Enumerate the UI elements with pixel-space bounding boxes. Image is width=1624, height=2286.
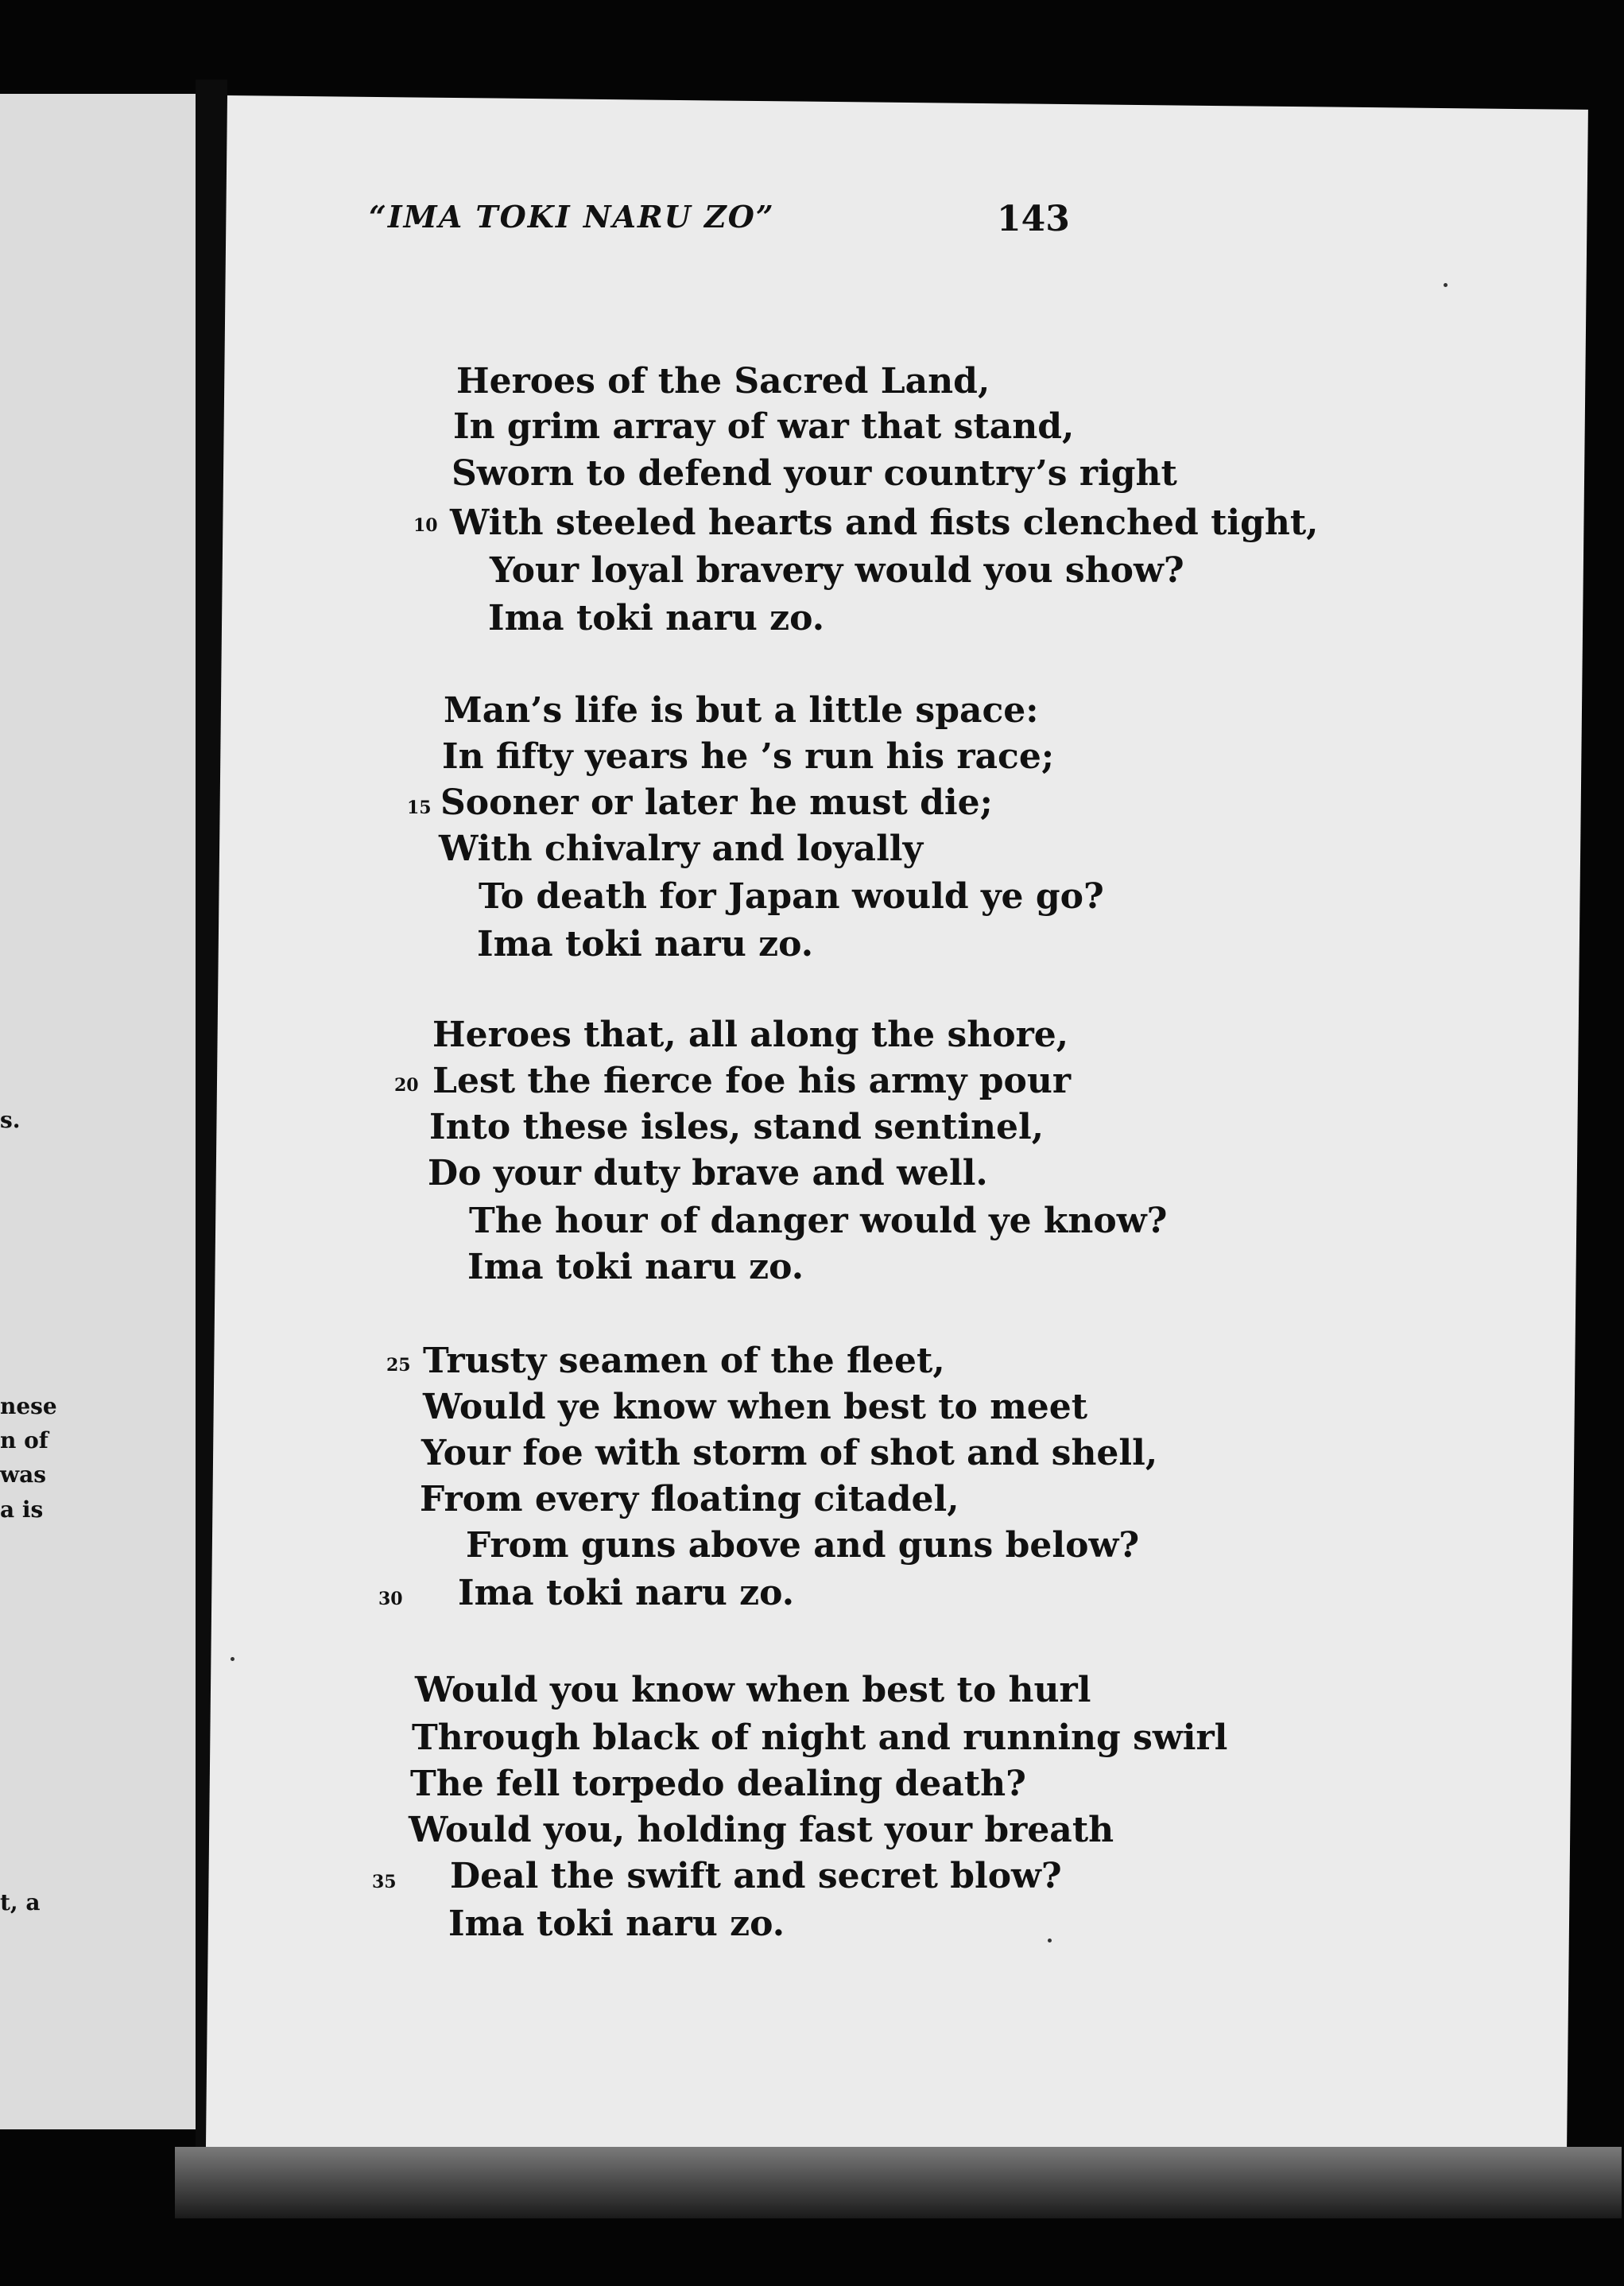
poem-line: Ima toki naru zo. (477, 924, 814, 964)
poem-line: To death for Japan would ye go? (479, 876, 1104, 917)
line-number: 15 (407, 798, 432, 818)
running-title: “IMA TOKI NARU ZO” (369, 199, 775, 235)
poem-line: The hour of danger would ye know? (469, 1201, 1168, 1241)
poem-line: The fell torpedo dealing death? (410, 1764, 1026, 1804)
poem-line: Ima toki naru zo. (458, 1573, 795, 1613)
poem-line: From every floating citadel, (420, 1479, 959, 1519)
paper-speck (1444, 283, 1448, 287)
line-number: 35 (372, 1872, 397, 1892)
line-number: 25 (386, 1355, 411, 1376)
poem-line: Ima toki naru zo. (467, 1247, 804, 1287)
poem-line: Would you, holding fast your breath (409, 1810, 1114, 1850)
poem-line: In fifty years he ’s run his race; (442, 736, 1055, 777)
poem-line: Would ye know when best to meet (423, 1387, 1088, 1427)
poem-line: Do your duty brave and well. (428, 1153, 988, 1193)
left-page-fragment: t, a (0, 1889, 41, 1915)
line-number: 10 (413, 515, 438, 536)
paper-speck (231, 1657, 234, 1661)
poem-line: Trusty seamen of the fleet, (423, 1341, 945, 1381)
left-page-edge (0, 94, 197, 2129)
page-number: 143 (997, 199, 1070, 239)
poem-line: Deal the swift and secret blow? (450, 1856, 1062, 1896)
poem-line: Sooner or later he must die; (440, 782, 993, 823)
poem-line: With chivalry and loyally (439, 829, 924, 869)
poem-line: With steeled hearts and fists clenched tight, (450, 503, 1319, 543)
poem-line: Heroes of the Sacred Land, (456, 361, 990, 402)
left-page-fragment: s. (0, 1107, 21, 1133)
paper-speck (1048, 1939, 1052, 1943)
poem-line: Lest the fierce foe his army pour (432, 1061, 1072, 1101)
poem-line: Your loyal bravery would you show? (490, 550, 1184, 591)
left-page-fragment: nese (0, 1393, 57, 1419)
poem-line: Into these isles, stand sentinel, (429, 1107, 1045, 1147)
poem-line: From guns above and guns below? (466, 1525, 1140, 1566)
page-bottom-edge (175, 2147, 1622, 2218)
poem-line: Your foe with storm of shot and shell, (421, 1433, 1158, 1473)
poem-line: Sworn to defend your country’s right (452, 453, 1177, 494)
poem-line: Heroes that, all along the shore, (432, 1015, 1069, 1055)
line-number: 30 (378, 1589, 403, 1609)
left-page-fragment: was (0, 1461, 47, 1488)
poem-line: Ima toki naru zo. (448, 1904, 785, 1944)
left-page-fragment: a is (0, 1496, 44, 1523)
poem-line: Through black of night and running swirl (412, 1717, 1228, 1758)
poem-line: Ima toki naru zo. (488, 598, 825, 638)
poem-line: Man’s life is but a little space: (444, 690, 1039, 731)
line-number: 20 (394, 1075, 419, 1096)
poem-line: In grim array of war that stand, (453, 406, 1075, 447)
left-page-fragment: n of (0, 1427, 48, 1453)
poem-line: Would you know when best to hurl (415, 1670, 1091, 1710)
